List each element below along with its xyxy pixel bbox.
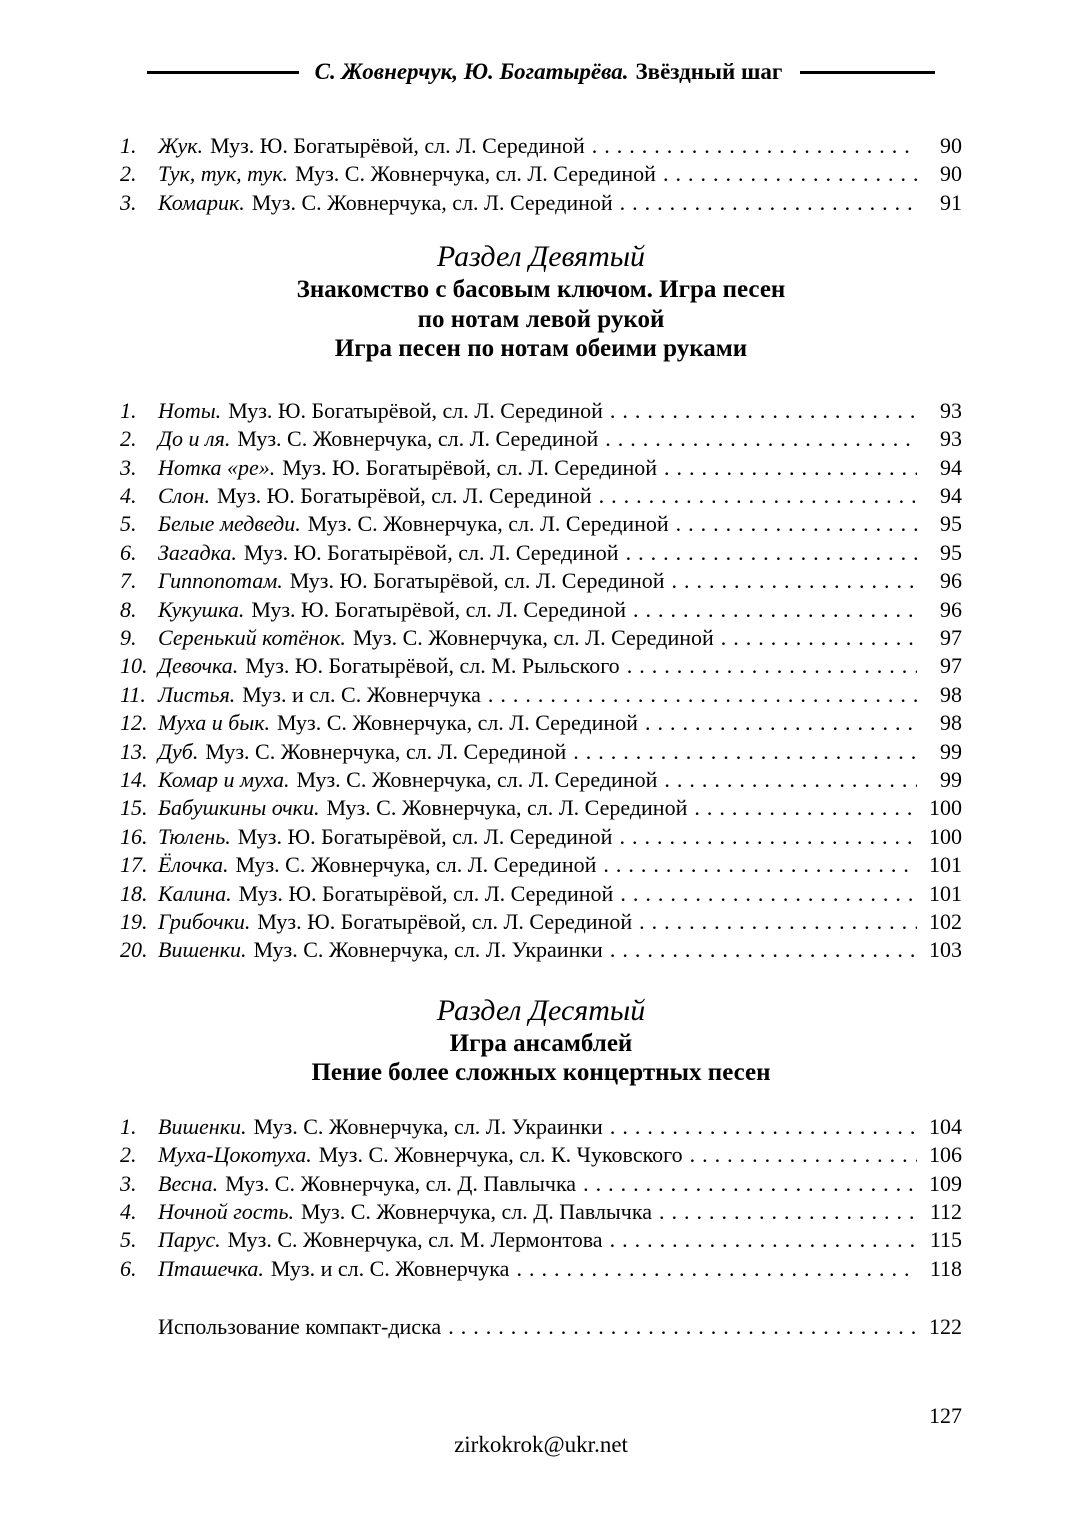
header-title [315,58,783,86]
toc-item-title: Калина. [158,880,232,906]
toc-dot-leader [645,709,917,737]
toc-item-entry [158,510,669,538]
toc-item-title: Весна. [158,1170,219,1196]
toc-item-title: Ёлочка. [158,852,229,878]
toc-item-entry [158,397,603,425]
toc-item-page: 93 [940,426,962,452]
toc-item-title: До и ля. [158,426,231,452]
toc-item-number: 20. [120,937,148,963]
toc-dot-leader [610,936,917,964]
toc-item-entry [158,936,603,964]
toc-dot-leader [610,397,917,425]
toc-item-page: 115 [929,1227,962,1253]
toc-row [120,851,962,879]
toc-row [120,189,962,217]
toc-item-title: Жук. [158,133,204,158]
toc-item-number: 2. [120,161,137,187]
toc-row [120,1141,962,1169]
toc-dot-leader [610,1113,917,1141]
toc-item-credits: Муз. С. Жовнерчука, сл. К. Чуковского [318,1142,683,1168]
toc-dot-leader [694,794,917,822]
toc-dot-leader [488,681,917,709]
toc-dot-leader [659,1198,917,1226]
toc-dot-leader [672,567,918,595]
toc-item-entry [158,1313,441,1341]
toc-item-title: Комар и муха. [158,767,290,792]
toc-item-number: 11. [120,681,146,707]
toc-item-title: Тюлень. [158,823,231,849]
section-nine-title-line-1: Знакомство с басовым ключом. Игра песен [296,276,786,304]
toc-dot-leader [664,766,917,794]
toc-item-page: 90 [940,161,962,187]
toc-item-page: 103 [929,937,962,963]
toc-row [120,1170,962,1198]
toc-item-page: 93 [940,397,962,423]
section-ten-title-line-2: Пение более сложных концертных песен [311,1059,771,1087]
toc-item-credits: Муз. Ю. Богатырёвой, сл. Л. Серединой [238,880,614,906]
toc-item-page: 96 [940,568,962,594]
toc-item-entry [158,766,657,794]
toc-item-title: Ноты. [158,397,222,423]
toc-item-entry [158,132,585,160]
toc-item-number: 9. [120,624,137,650]
toc-item-credits: Муз. С. Жовнерчука, сл. Л. Украинки [253,937,603,963]
toc-item-page: 98 [940,710,962,736]
toc-item-credits: Муз. С. Жовнерчука, сл. Л. Серединой [352,624,714,650]
toc-item-page: 112 [929,1199,962,1225]
toc-item-page: 118 [929,1255,962,1281]
section-nine-heading [120,239,962,364]
toc-row [120,1113,962,1141]
toc-item-title: Дуб. [158,738,199,764]
toc-item-number: 6. [120,539,137,565]
toc-dot-leader [620,880,917,908]
toc-item-page: 98 [940,681,962,707]
toc-item-entry [158,624,714,652]
toc-item-number: 16. [120,823,148,849]
toc-item-page: 104 [929,1113,962,1139]
toc-row [120,709,962,737]
toc-item-title: Парус. [158,1227,221,1253]
toc-item-credits: Муз. Ю. Богатырёвой, сл. Л. Серединой [216,482,592,508]
toc-item-credits: Муз. Ю. Богатырёвой, сл. Л. Серединой [289,568,665,594]
toc-item-entry [158,851,596,879]
toc-item-title: Муха-Цокотуха. [158,1142,312,1168]
toc-dot-leader [721,624,917,652]
toc-dot-leader [664,454,917,482]
toc-item-credits: Муз. С. Жовнерчука, сл. Д. Павлычка [300,1199,652,1225]
toc-item-page: 109 [929,1170,962,1196]
toc-item-credits: Муз. Ю. Богатырёвой, сл. М. Рыльского [245,653,620,679]
toc-item-entry [158,454,657,482]
toc-item-entry [158,1113,603,1141]
toc-row [120,539,962,567]
toc-row [120,738,962,766]
toc-item-credits: Муз. Ю. Богатырёвой, сл. Л. Серединой [243,539,619,565]
toc-row [120,624,962,652]
page-number: 127 [929,1402,962,1428]
toc-item-credits: Муз. С. Жовнерчука, сл. Л. Серединой [277,710,638,736]
toc-dot-leader [633,596,917,624]
toc-dot-leader [690,1141,917,1169]
toc-item-number: 10. [120,653,148,679]
toc-item-number: 3. [120,189,137,215]
toc-item-page: 99 [940,738,962,764]
toc-item-title: Гиппопотам. [158,568,283,594]
toc-item-title: Комарик. [158,189,245,215]
section-nine-kicker: Раздел Девятый [436,240,646,274]
toc-item-title: Нотка «ре». [158,454,276,480]
toc-dot-leader [448,1313,917,1341]
section-ten-heading [120,993,962,1088]
toc-dot-leader [592,132,917,160]
header-rule-right [800,71,935,74]
toc-dot-leader [599,482,917,510]
toc-dot-leader [639,908,917,936]
toc-item-number: 8. [120,596,137,622]
toc-row [120,794,962,822]
toc-item-page: 102 [929,909,962,935]
toc-item-title: Серенький котёнок. [158,624,346,650]
toc-item-number: 15. [120,795,148,821]
toc-row [120,1255,962,1283]
toc-item-credits: Муз. С. Жовнерчука, сл. Л. Серединой [251,189,613,215]
toc-item-entry [158,652,620,680]
toc-item-title: Вишенки. [158,937,247,963]
toc-item-number: 5. [120,1227,137,1253]
toc-item-entry [158,1198,652,1226]
toc-item-title: Загадка. [158,539,237,565]
toc-row [120,425,962,453]
toc-item-number: 1. [120,133,137,158]
toc-dot-leader [583,1170,917,1198]
toc-item-number: 7. [120,568,137,594]
toc-item-number: 4. [120,1199,137,1225]
toc-item-credits: Муз. Ю. Богатырёвой, сл. Л. Серединой [257,909,633,935]
toc-item-title: Тук, тук, тук. [158,161,289,187]
toc-item-title: Использование компакт-диска [158,1314,442,1340]
toc-row [120,880,962,908]
toc-item-entry [158,189,613,217]
section-ten-kicker: Раздел Десятый [436,993,646,1027]
toc-item-page: 96 [940,596,962,622]
toc-dot-leader [516,1255,917,1283]
toc-row [120,681,962,709]
toc-dot-leader [620,189,917,217]
toc-item-credits: Муз. Ю. Богатырёвой, сл. Л. Серединой [251,596,627,622]
toc-row [120,1198,962,1226]
toc-row [120,1226,962,1254]
toc-item-title: Муха и бык. [158,710,271,736]
toc-item-entry [158,908,632,936]
toc-dot-leader [627,652,917,680]
toc-item-credits: Муз. С. Жовнерчука, сл. Л. Серединой [235,852,597,878]
toc-item-credits: Муз. Ю. Богатырёвой, сл. Л. Серединой [228,397,603,423]
toc-item-number: 3. [120,454,137,480]
running-header [120,58,962,86]
toc-item-title: Девочка. [158,653,239,679]
toc-item-entry [158,539,619,567]
toc-item-title: Ночной гость. [158,1199,294,1225]
toc-item-credits: Муз. С. Жовнерчука, сл. Д. Павлычка [225,1170,577,1196]
toc-item-number: 2. [120,1142,137,1168]
toc-item-number: 5. [120,511,137,537]
toc-item-page: 94 [940,454,962,480]
toc-item-entry [158,709,638,737]
toc-item-entry [158,1226,603,1254]
toc-row [120,482,962,510]
toc-item-title: Пташечка. [158,1255,264,1281]
toc-item-entry [158,738,566,766]
toc-dot-leader [676,510,917,538]
section-nine-title-line-3: Игра песен по нотам обеими руками [334,335,748,363]
section-nine-toc-list [120,397,962,965]
header-authors: С. Жовнерчук, Ю. Богатырёва. [314,59,629,84]
toc-item-credits: Муз. Ю. Богатырёвой, сл. Л. Серединой [282,454,657,480]
toc-item-number: 18. [120,880,148,906]
toc-item-title: Кукушка. [158,596,245,622]
toc-item-title: Белые медведи. [158,511,301,537]
toc-item-credits: Муз. С. Жовнерчука, сл. Л. Серединой [237,426,599,452]
toc-item-credits: Муз. С. Жовнерчука, сл. Л. Серединой [295,161,656,187]
section-ten-title-line-1: Игра ансамблей [449,1029,633,1057]
toc-dot-leader [619,823,917,851]
toc-item-page: 97 [940,624,962,650]
toc-item-entry [158,823,612,851]
toc-item-page: 95 [940,539,962,565]
toc-row [120,652,962,680]
toc-item-page: 106 [929,1142,962,1168]
toc-item-number: 13. [120,738,148,764]
toc-dot-leader [626,539,917,567]
toc-item-entry [158,596,626,624]
toc-row [120,160,962,188]
toc-item-credits: Муз. С. Жовнерчука, сл. Л. Серединой [307,511,669,537]
toc-item-entry [158,880,613,908]
toc-item-credits: Муз. С. Жовнерчука, сл. Л. Серединой [296,767,658,792]
toc-item-title: Вишенки. [158,1113,247,1139]
toc-item-entry [158,1141,683,1169]
toc-item-page: 100 [929,823,962,849]
toc-row [120,454,962,482]
toc-row [120,397,962,425]
toc-item-page: 94 [940,482,962,508]
toc-item-page: 99 [940,767,962,792]
toc-item-entry [158,425,598,453]
toc-item-credits: Муз. С. Жовнерчука, сл. Л. Серединой [205,738,567,764]
toc-row [120,132,962,160]
toc-item-credits: Муз. С. Жовнерчука, сл. Л. Украинки [253,1113,603,1139]
toc-item-entry [158,482,592,510]
toc-item-credits: Муз. С. Жовнерчука, сл. Л. Серединой [326,795,688,821]
toc-item-number: 6. [120,1255,137,1281]
toc-row [120,766,962,794]
toc-item-entry [158,567,665,595]
toc-item-title: Грибочки. [158,909,251,935]
section-nine-title-line-2: по нотам левой рукой [417,305,665,333]
toc-dot-leader [573,738,917,766]
toc-item-page: 122 [929,1314,962,1340]
toc-item-number: 2. [120,426,137,452]
toc-item-credits: Муз. и сл. С. Жовнерчука [270,1255,510,1281]
toc-item-page: 90 [940,133,962,158]
toc-dot-leader [663,160,917,188]
toc-item-entry [158,1255,509,1283]
toc-item-number: 1. [120,1113,137,1139]
toc-dot-leader [603,851,917,879]
toc-item-credits: Муз. Ю. Богатырёвой, сл. Л. Серединой [237,823,613,849]
toc-item-entry [158,794,687,822]
section-ten-toc-list [120,1113,962,1283]
toc-item-credits: Муз. и сл. С. Жовнерчука [242,681,481,707]
toc-item-entry [158,681,481,709]
toc-row [120,936,962,964]
toc-row [120,596,962,624]
toc-item-title: Бабушкины очки. [158,795,320,821]
toc-item-number: 4. [120,482,137,508]
toc-dot-leader [605,425,917,453]
header-book-title: Звёздный шаг [635,59,783,84]
toc-item-number: 12. [120,710,148,736]
toc-item-credits: Муз. С. Жовнерчука, сл. М. Лермонтова [227,1227,603,1253]
toc-item-number: 17. [120,852,148,878]
toc-item-page: 101 [929,880,962,906]
toc-item-page: 95 [940,511,962,537]
toc-row [120,908,962,936]
toc-item-page: 97 [940,653,962,679]
toc-item-credits: Муз. Ю. Богатырёвой, сл. Л. Серединой [210,133,585,158]
toc-item-title: Листья. [158,681,236,707]
toc-item-number: 1. [120,397,137,423]
toc-item-number: 14. [120,767,148,792]
toc-item-title: Слон. [158,482,210,508]
cd-usage-entry [120,1313,962,1341]
toc-row [120,823,962,851]
toc-item-page: 91 [940,189,962,215]
toc-row [120,567,962,595]
toc-item-number: 19. [120,909,148,935]
toc-item-entry [158,160,656,188]
toc-dot-leader [610,1226,917,1254]
intro-toc-list [120,132,962,217]
toc-item-number: 3. [120,1170,137,1196]
footer-email: zirkokrok@ukr.net [454,1431,628,1457]
toc-item-page: 101 [929,852,962,878]
toc-item-page: 100 [929,795,962,821]
toc-row [120,510,962,538]
toc-item-entry [158,1170,576,1198]
header-rule-left [147,71,299,74]
